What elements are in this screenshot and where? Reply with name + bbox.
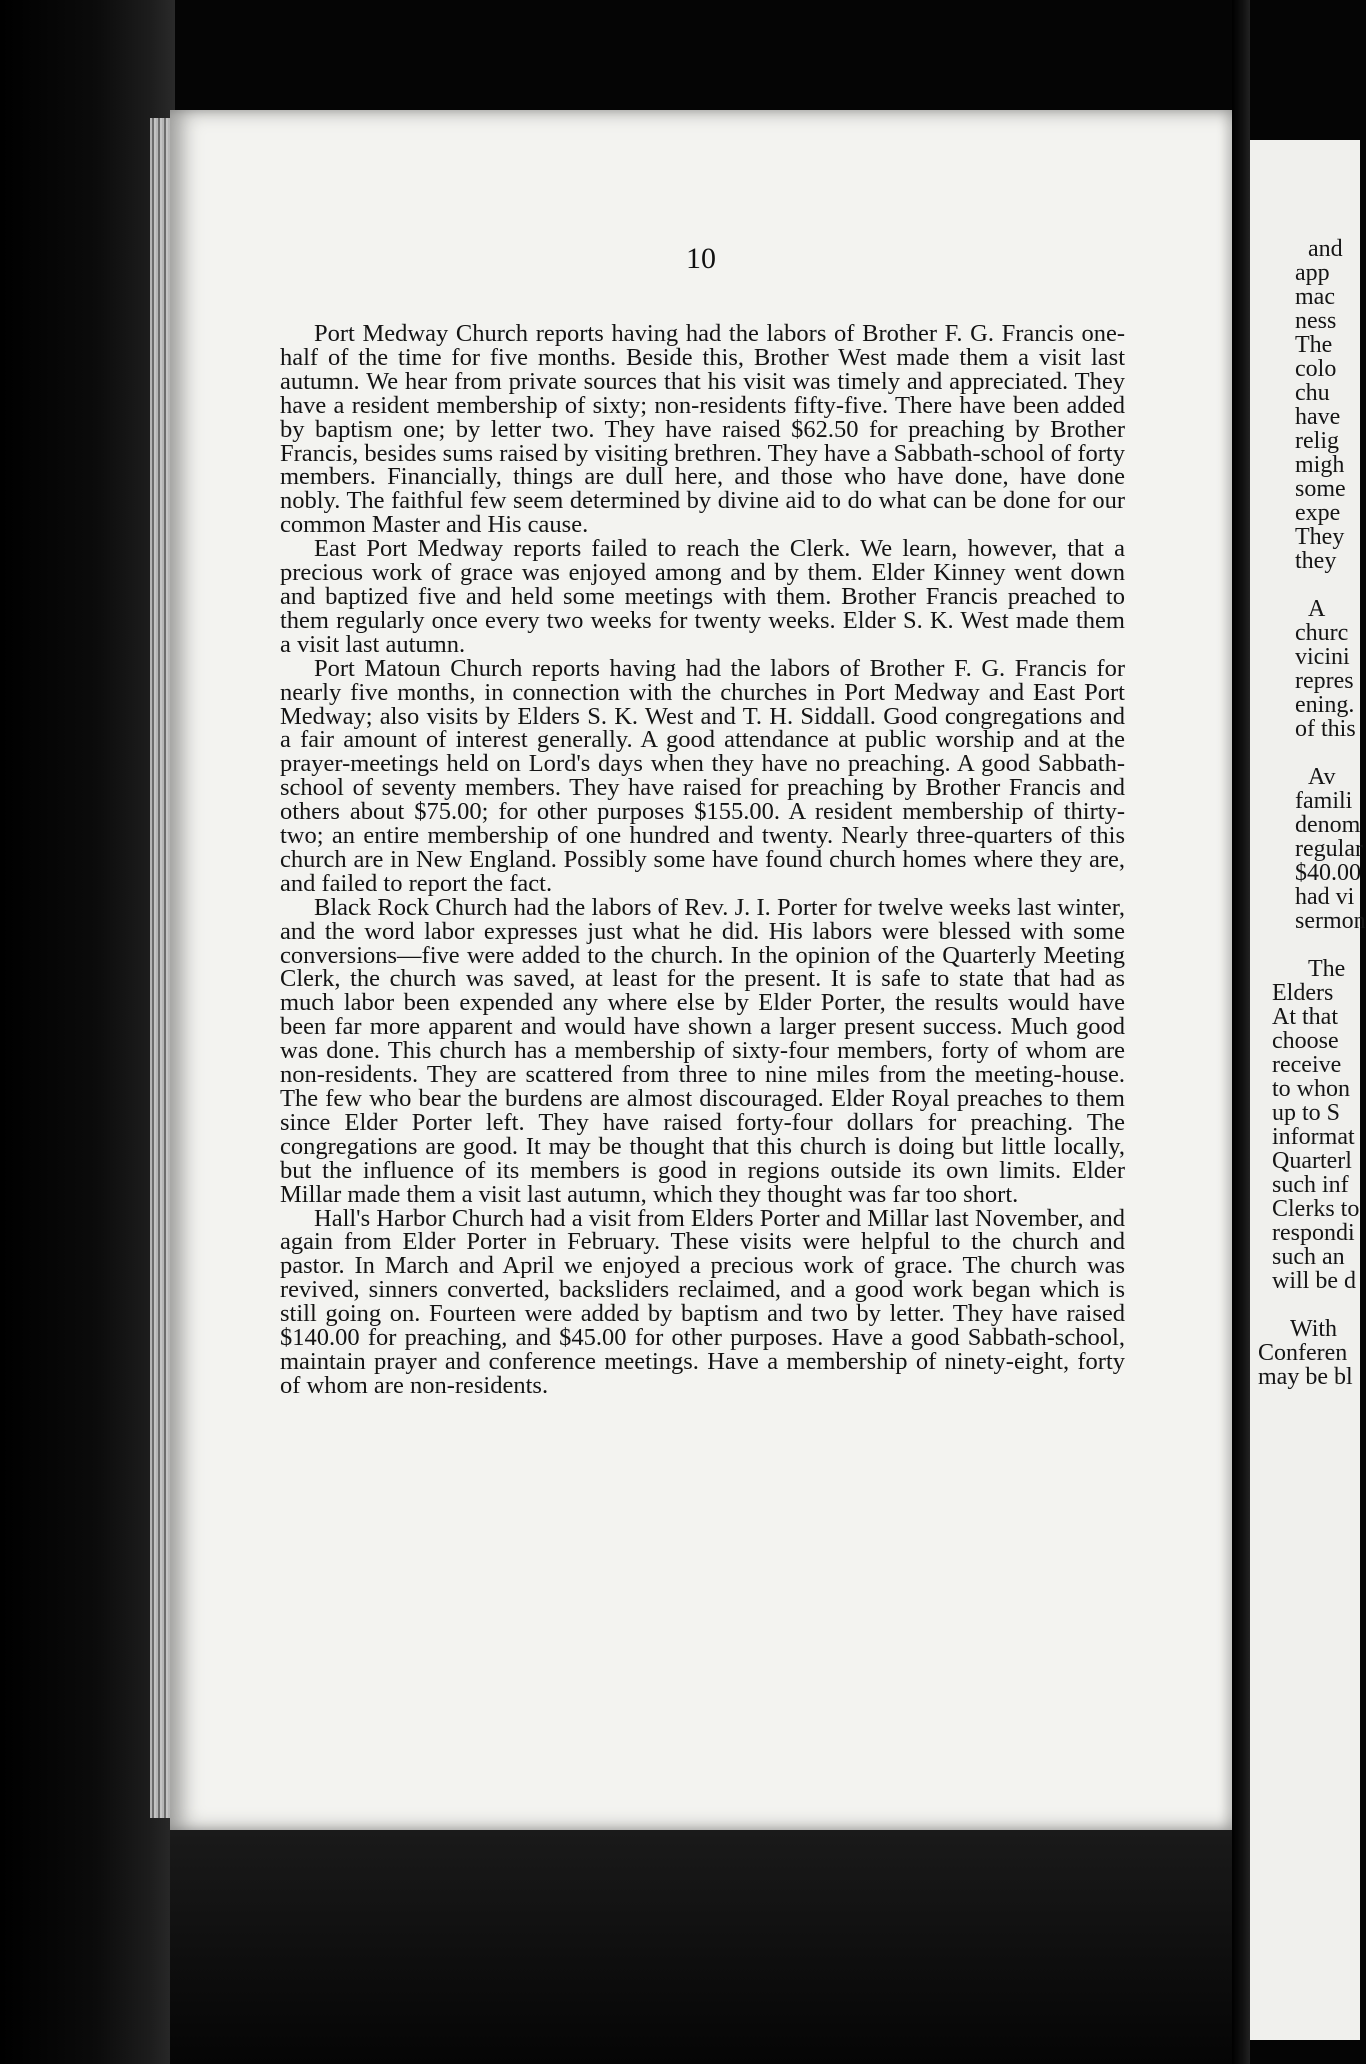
facing-page-line: receive [1272, 1052, 1342, 1078]
page-gutter [1232, 0, 1250, 2064]
facing-page-line: may be bl [1258, 1364, 1353, 1390]
facing-page-line: chu [1295, 380, 1330, 406]
facing-page-line: Quarterl [1272, 1148, 1352, 1174]
facing-page-line: respondi [1272, 1220, 1355, 1246]
facing-page-line: sermon [1295, 908, 1366, 934]
facing-page-line: denom [1295, 812, 1361, 838]
facing-page-line: Clerks to [1272, 1196, 1360, 1222]
facing-page-line: to whon [1272, 1076, 1350, 1102]
page-body [280, 322, 1125, 1398]
facing-page-line: colo [1295, 356, 1337, 382]
facing-page-line: expe [1295, 500, 1341, 526]
paragraph-east-port-medway: East Port Medway reports failed to reach the Clerk. We learn, however, that a precious work of grace was enjoyed among and by them. Elder Kinney went down and baptized five and held some meetings with them. Brother Francis preached to them regularly once every two weeks for twenty weeks. Elder S. K. West made them a visit last autumn. [280, 535, 1125, 658]
paragraph-port-medway: Port Medway Church reports having had the labors of Brother F. G. Francis one-half of the time for five months. Beside this, Brother West made them a visit last autumn. We hear from private sources that his visit was timely and appreciated. They have a resident membership of sixty; non-residents fifty-five. There have been added by baptism one; by letter two. They have raised $62.50 for preaching by Brother Francis, besides sums raised by visiting brethren. They have a Sabbath-school of forty members. Financially, things are dull here, and those who have done, have done nobly. The faithful few seem determined by divine aid to do what can be done for our common Master and His cause. [280, 320, 1125, 539]
facing-page-line: The [1308, 956, 1346, 982]
facing-page-line: of this [1295, 716, 1356, 742]
facing-page-line: The [1295, 332, 1333, 358]
facing-page-line: and [1308, 236, 1343, 262]
book-page [170, 110, 1232, 1830]
facing-page-line: informat [1272, 1124, 1355, 1150]
facing-page-line: They [1295, 524, 1345, 550]
facing-page-line: choose [1272, 1028, 1339, 1054]
facing-page-line: Conferen [1258, 1340, 1348, 1366]
facing-page-line: relig [1295, 428, 1339, 454]
facing-page-line: ening. [1295, 692, 1355, 718]
facing-page-line: vicini [1295, 644, 1350, 670]
facing-page-line: app [1295, 260, 1330, 286]
facing-page-line: At that [1272, 1004, 1338, 1030]
facing-page-line: they [1295, 548, 1337, 574]
facing-page-line: Elders [1272, 980, 1334, 1006]
bottom-shadow [170, 1830, 1232, 2064]
facing-page-line: churc [1295, 620, 1349, 646]
facing-page-fragment [1250, 140, 1366, 2040]
facing-page-line: up to S [1272, 1100, 1341, 1126]
facing-page-line: famili [1295, 788, 1353, 814]
facing-page-line: will be d [1272, 1268, 1356, 1294]
facing-page-line: A [1308, 596, 1326, 622]
facing-page-line: migh [1295, 452, 1345, 478]
page-number: 10 [686, 242, 716, 275]
facing-page-line: such an [1272, 1244, 1345, 1270]
facing-page-line: have [1295, 404, 1341, 430]
facing-page-line: had vi [1295, 884, 1355, 910]
paragraph-black-rock: Black Rock Church had the labors of Rev. J. I. Porter for twelve weeks last winter, and the word labor expresses just what he did. His labors were blessed with some conversions—five were added to the church. In the opinion of the Quarterly Meeting Clerk, the church was saved, at least for the present. It is safe to state that had as much labor been expended any where else by Elder Porter, the results would have been far more apparent and would have shown a larger present success. Much good was done. This church has a membership of sixty-four members, forty of whom are non-residents. They are scattered from three to nine miles from the meeting-house. The few who bear the burdens are almost discouraged. Elder Royal preaches to them since Elder Porter left. They have raised forty-four dollars for preaching. The congregations are good. It may be thought that this church is doing but little locally, but the influence of its members is good in regions outside its own limits. Elder Millar made them a visit last autumn, which they thought was far too short. [280, 893, 1125, 1208]
paragraph-halls-harbor: Hall's Harbor Church had a visit from Elders Porter and Millar last November, and again from Elder Porter in February. These visits were helpful to the church and pastor. In March and April we enjoyed a precious work of grace. The church was revived, sinners converted, backsliders reclaimed, and a good work began which is still going on. Fourteen were added by baptism and two by letter. They have raised $140.00 for preaching, and $45.00 for other purposes. Have a good Sabbath-school, maintain prayer and conference meetings. Have a membership of ninety-eight, forty of whom are non-residents. [280, 1204, 1125, 1399]
facing-page-line: Av [1308, 764, 1336, 790]
book-spine [0, 0, 175, 2064]
facing-page-line: ness [1295, 308, 1337, 334]
facing-page-line: $40.00 [1295, 860, 1361, 886]
facing-page-line: regular [1295, 836, 1363, 862]
facing-page-line: repres [1295, 668, 1354, 694]
facing-page-line: mac [1295, 284, 1335, 310]
facing-page-line: such inf [1272, 1172, 1349, 1198]
facing-page-line: With [1290, 1316, 1338, 1342]
facing-page-line: some [1295, 476, 1346, 502]
paragraph-port-matoun: Port Matoun Church reports having had the labors of Brother F. G. Francis for nearly five months, in connection with the churches in Port Medway and East Port Medway; also visits by Elders S. K. West and T. H. Siddall. Good congregations and a fair amount of interest generally. A good attendance at public worship and at the prayer-meetings held on Lord's days when they have no preaching. A good Sabbath-school of seventy members. They have raised for preaching by Brother Francis and others about $75.00; for other purposes $155.00. A resident membership of thirty-two; an entire membership of one hundred and twenty. Nearly three-quarters of this church are in New England. Possibly some have found church homes where they are, and failed to report the fact. [280, 654, 1125, 897]
